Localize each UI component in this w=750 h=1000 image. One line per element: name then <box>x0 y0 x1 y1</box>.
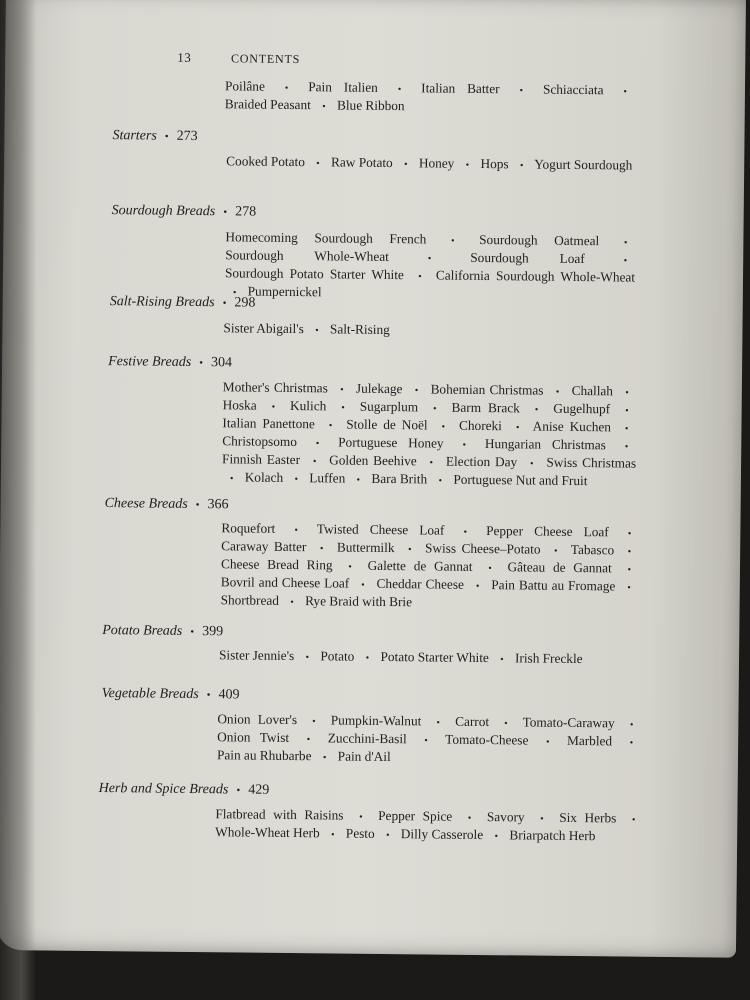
recipe-name: Briarpatch Herb <box>509 827 596 844</box>
section-heading <box>108 354 232 371</box>
recipe-name: Onion Twist <box>217 729 290 746</box>
recipe-name: Bara Brith <box>371 470 428 487</box>
recipe-name: Tomato-Cheese <box>445 731 529 748</box>
section-heading <box>112 203 257 221</box>
separator-bullet: • <box>164 130 169 143</box>
separator-bullet: • <box>397 84 402 96</box>
separator-bullet: • <box>529 458 534 470</box>
separator-bullet: • <box>519 160 524 172</box>
recipe-name: Pepper Cheese Loaf <box>486 523 609 540</box>
separator-bullet: • <box>319 543 324 555</box>
recipe-name: Hops <box>480 155 509 172</box>
section-page-number: 409 <box>218 687 240 703</box>
recipe-name: Poilâne <box>224 78 265 94</box>
recipe-name: Cheddar Cheese <box>376 575 465 592</box>
recipe-name: Flatbread with Raisins <box>215 806 344 823</box>
recipe-list <box>225 229 636 305</box>
separator-bullet: • <box>500 654 504 666</box>
separator-bullet: • <box>624 441 629 453</box>
recipe-name: Portuguese Nut and Fruit <box>453 471 588 489</box>
recipe-name: Sourdough Whole-Wheat <box>225 247 389 265</box>
recipe-name: Pain au Rhubarbe <box>216 747 312 764</box>
section-title: Vegetable Breads <box>101 686 199 703</box>
section-title: Herb and Spice Breads <box>98 781 229 798</box>
recipe-name: Potato Starter White <box>380 648 489 666</box>
separator-bullet: • <box>627 528 632 540</box>
section-page-number: 304 <box>210 355 233 371</box>
separator-bullet: • <box>312 716 316 728</box>
separator-bullet: • <box>322 101 326 113</box>
separator-bullet: • <box>553 545 558 557</box>
separator-bullet: • <box>330 829 335 841</box>
separator-bullet: • <box>625 405 629 417</box>
recipe-name: Sourdough Loaf <box>470 249 585 267</box>
recipe-name: Italian Panettone <box>222 415 315 432</box>
recipe-name: Tabasco <box>570 541 615 558</box>
separator-bullet: • <box>403 159 408 171</box>
separator-bullet: • <box>222 297 227 310</box>
separator-bullet: • <box>429 457 434 469</box>
separator-bullet: • <box>271 401 276 413</box>
recipe-name: Gâteau de Gannat <box>507 559 612 576</box>
separator-bullet: • <box>623 255 628 267</box>
recipe-name: Roquefort <box>221 520 276 536</box>
recipe-name: Portuguese Honey <box>338 434 444 451</box>
recipe-name: Six Herbs <box>559 809 617 826</box>
recipe-name: Potato <box>320 648 355 664</box>
recipe-name: Galette de Gannat <box>367 557 473 574</box>
section-heading <box>102 623 223 640</box>
recipe-name: Bohemian Christmas <box>430 381 544 398</box>
recipe-name: Swiss Cheese–Potato <box>424 540 541 557</box>
recipe-name: Pain Battu au Fromage <box>491 577 616 594</box>
separator-bullet: • <box>236 784 241 797</box>
recipe-name: Schiacciata <box>542 81 604 98</box>
recipe-name: Golden Beehive <box>329 452 417 469</box>
recipe-name: Christopsomo <box>222 433 297 450</box>
recipe-name: Buttermilk <box>336 539 395 556</box>
recipe-name: Salt-Rising <box>329 321 390 338</box>
separator-bullet: • <box>519 85 524 97</box>
section-title: Cheese Breads <box>104 496 188 512</box>
separator-bullet: • <box>356 474 361 486</box>
separator-bullet: • <box>290 597 294 609</box>
recipe-name: Whole-Wheat Herb <box>215 824 320 841</box>
section-title: Potato Breads <box>102 623 183 639</box>
recipe-name: Luffen <box>309 470 346 486</box>
recipe-list <box>222 379 637 491</box>
separator-bullet: • <box>438 475 443 487</box>
separator-bullet: • <box>450 235 455 247</box>
separator-bullet: • <box>623 86 628 98</box>
separator-bullet: • <box>229 473 234 485</box>
recipe-name: Hoska <box>222 397 257 413</box>
recipe-name: Stolle de Noël <box>346 416 428 433</box>
section-heading <box>105 496 229 513</box>
recipe-name: Pumpkin-Walnut <box>330 712 422 729</box>
separator-bullet: • <box>284 82 289 94</box>
section-heading <box>112 128 197 145</box>
recipe-list <box>221 520 640 614</box>
separator-bullet: • <box>348 561 352 573</box>
recipe-name: Dilly Casserole <box>400 826 484 843</box>
separator-bullet: • <box>475 580 480 592</box>
recipe-name: Choreki <box>459 417 503 434</box>
separator-bullet: • <box>315 438 320 450</box>
binding-shadow <box>0 0 36 1000</box>
recipe-name: Savory <box>486 809 525 825</box>
recipe-name: Cooked Potato <box>226 153 305 170</box>
recipe-name: Kulich <box>290 397 327 414</box>
recipe-name: Onion Lover's <box>217 711 298 728</box>
separator-bullet: • <box>306 734 311 746</box>
section-title: Salt-Rising Breads <box>109 294 215 311</box>
recipe-name: Rye Braid with Brie <box>305 593 413 610</box>
separator-bullet: • <box>385 830 390 842</box>
recipe-name: Sister Jennie's <box>218 647 295 664</box>
separator-bullet: • <box>504 718 508 730</box>
recipe-name: Pumpernickel <box>247 283 322 300</box>
recipe-name: Yogurt Sourdough <box>534 156 633 173</box>
separator-bullet: • <box>627 546 632 558</box>
recipe-name: Zucchini-Basil <box>327 730 407 747</box>
separator-bullet: • <box>312 456 317 468</box>
recipe-name: Sourdough Oatmeal <box>479 231 600 249</box>
separator-bullet: • <box>427 253 432 265</box>
separator-bullet: • <box>627 564 632 576</box>
recipe-name: Caraway Batter <box>221 538 307 555</box>
separator-bullet: • <box>223 206 228 219</box>
section-page-number: 399 <box>202 624 224 640</box>
section-page-number: 278 <box>235 204 257 220</box>
recipe-name: Pain d'Ail <box>337 748 391 765</box>
separator-bullet: • <box>488 563 492 575</box>
recipe-name: Julekage <box>355 380 403 397</box>
recipe-name: Blue Ribbon <box>336 97 405 114</box>
recipe-name: Raw Potato <box>330 154 393 171</box>
recipe-name: Hungarian Christmas <box>484 436 606 453</box>
recipe-name: Marbled <box>567 732 613 749</box>
recipe-list <box>226 153 634 175</box>
recipe-name: California Sourdough Whole-Wheat <box>435 267 636 285</box>
separator-bullet: • <box>441 421 446 433</box>
separator-bullet: • <box>436 717 441 729</box>
separator-bullet: • <box>315 325 319 337</box>
section-heading <box>110 294 256 312</box>
separator-bullet: • <box>629 737 634 749</box>
separator-bullet: • <box>631 814 636 826</box>
recipe-list <box>215 806 643 846</box>
separator-bullet: • <box>418 271 422 283</box>
recipe-name: Pesto <box>345 825 375 841</box>
section-heading <box>102 686 240 703</box>
separator-bullet: • <box>199 357 204 370</box>
separator-bullet: • <box>407 544 412 556</box>
recipe-name: Mother's Christmas <box>222 379 328 396</box>
recipe-name: Barm Brack <box>451 399 520 416</box>
running-head <box>177 50 300 67</box>
separator-bullet: • <box>629 719 634 731</box>
recipe-name: Kolach <box>244 469 284 485</box>
page-number: 13 <box>177 49 192 65</box>
recipe-name: Homecoming Sourdough French <box>225 229 427 247</box>
separator-bullet: • <box>624 423 629 435</box>
recipe-list <box>223 320 633 342</box>
separator-bullet: • <box>494 831 499 843</box>
recipe-name: Carrot <box>455 713 490 730</box>
recipe-name: Sister Abigail's <box>223 320 304 337</box>
separator-bullet: • <box>341 402 345 414</box>
recipe-list <box>217 711 642 769</box>
recipe-name: Shortbread <box>220 592 280 608</box>
separator-bullet: • <box>195 499 200 512</box>
recipe-name: Honey <box>418 155 455 171</box>
recipe-name: Pain Italien <box>308 79 378 95</box>
separator-bullet: • <box>545 736 550 748</box>
separator-bullet: • <box>540 813 544 825</box>
recipe-name: Cheese Bread Ring <box>220 556 333 573</box>
separator-bullet: • <box>433 403 437 415</box>
separator-bullet: • <box>232 287 237 299</box>
separator-bullet: • <box>463 526 468 538</box>
recipe-name: Gugelhupf <box>553 400 611 417</box>
section-title: Festive Breads <box>108 354 192 370</box>
section-heading <box>99 781 270 799</box>
separator-bullet: • <box>462 439 467 451</box>
recipe-name: Bovril and Cheese Loaf <box>220 574 350 591</box>
separator-bullet: • <box>623 237 628 249</box>
section-title: Sourdough Breads <box>111 203 216 220</box>
recipe-list <box>219 647 639 669</box>
separator-bullet: • <box>365 652 370 664</box>
recipe-name: Finnish Easter <box>222 451 301 468</box>
recipe-name: Pepper Spice <box>378 807 453 824</box>
separator-bullet: • <box>414 385 419 397</box>
separator-bullet: • <box>515 422 520 434</box>
separator-bullet: • <box>340 384 344 396</box>
separator-bullet: • <box>465 159 470 171</box>
running-title: CONTENTS <box>230 51 301 67</box>
section-page-number: 298 <box>234 295 256 311</box>
recipe-name: Swiss Christmas <box>546 454 637 471</box>
separator-bullet: • <box>190 625 195 639</box>
separator-bullet: • <box>305 652 310 664</box>
recipe-name: Challah <box>571 382 614 399</box>
recipe-name: Election Day <box>445 453 518 470</box>
section-page-number: 429 <box>248 782 270 798</box>
separator-bullet: • <box>424 735 428 747</box>
separator-bullet: • <box>625 387 629 399</box>
recipe-name: Twisted Cheese Loaf <box>316 521 445 538</box>
separator-bullet: • <box>328 420 333 432</box>
separator-bullet: • <box>555 386 560 398</box>
separator-bullet: • <box>294 474 299 486</box>
separator-bullet: • <box>316 158 320 170</box>
recipe-name: Tomato-Caraway <box>522 714 615 731</box>
separator-bullet: • <box>322 752 327 764</box>
separator-bullet: • <box>206 689 211 702</box>
separator-bullet: • <box>359 811 363 823</box>
recipe-list <box>225 78 635 118</box>
section-page-number: 273 <box>176 128 198 145</box>
recipe-name: Irish Freckle <box>514 650 583 667</box>
recipe-name: Braided Peasant <box>224 96 311 113</box>
recipe-name: Sourdough Potato Starter White <box>224 265 404 283</box>
section-title: Starters <box>112 128 157 144</box>
separator-bullet: • <box>361 579 365 591</box>
separator-bullet: • <box>627 582 631 594</box>
separator-bullet: • <box>294 525 298 537</box>
recipe-name: Italian Batter <box>421 80 500 97</box>
separator-bullet: • <box>534 404 539 416</box>
separator-bullet: • <box>467 812 472 824</box>
recipe-name: Sugarplum <box>359 398 419 415</box>
recipe-name: Anise Kuchen <box>532 418 612 435</box>
section-page-number: 366 <box>207 497 229 513</box>
